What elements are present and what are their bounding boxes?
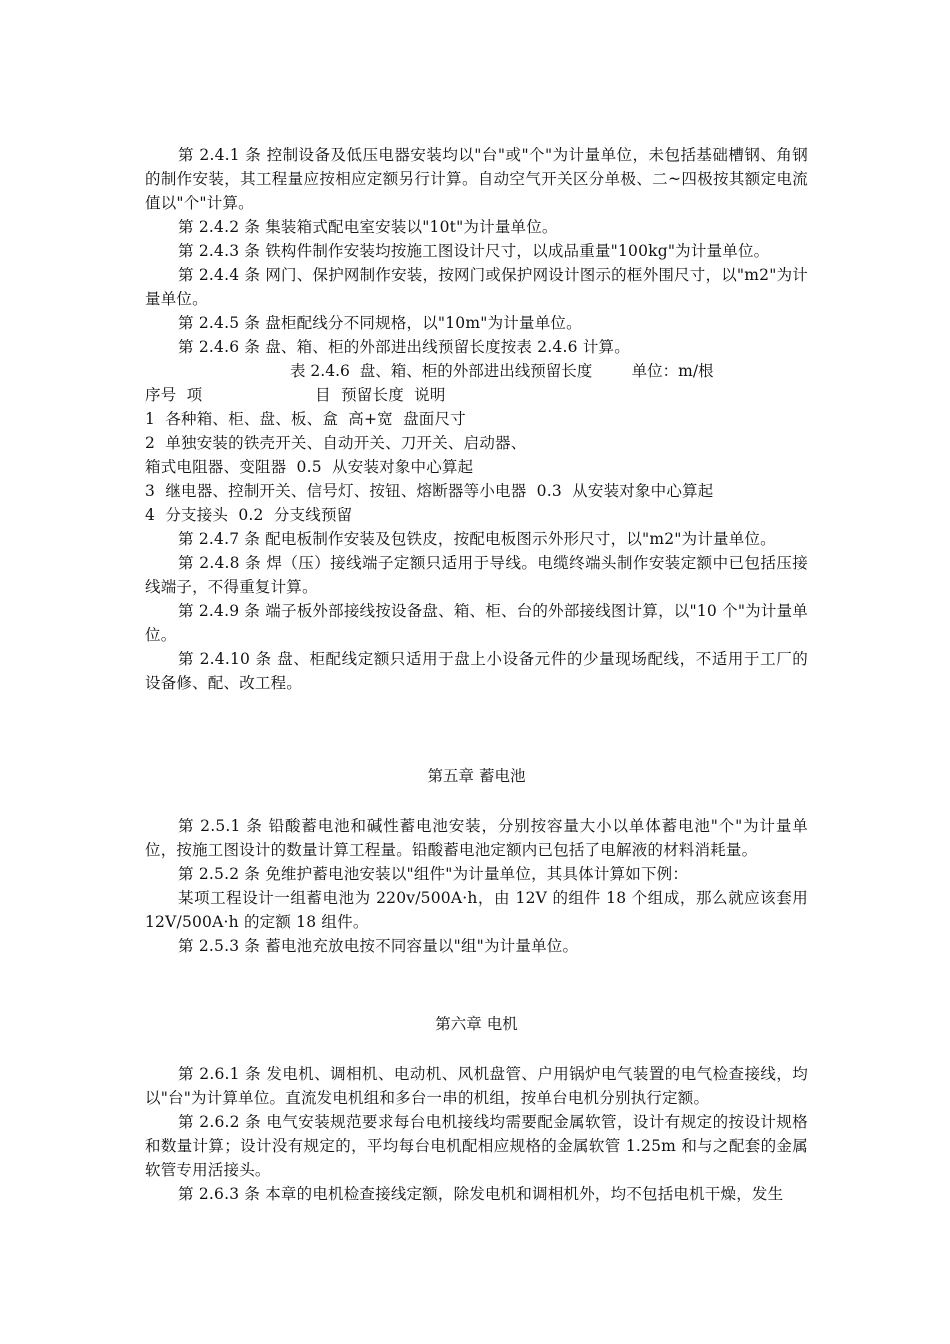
clause-2-4-5: 第 2.4.5 条 盘柜配线分不同规格，以"10m"为计量单位。 — [178, 314, 582, 332]
clause-2-4-1: 第 2.4.1 条 控制设备及低压电器安装均以"台"或"个"为计量单位，未包括基础槽钢、角钢的制作安装，其工程量应按相应定额另行计算。自动空气开关区分单极、二~四极按其额定电流值以"个"计算。 — [145, 146, 808, 212]
table-row: 2 单独安装的铁壳开关、自动开关、刀开关、启动器、 — [145, 434, 527, 452]
clause-2-4-7: 第 2.4.7 条 配电板制作安装及包铁皮，按配电板图示外形尺寸，以"m2"为计量单位。 — [178, 530, 776, 548]
clause-2-4-2: 第 2.4.2 条 集装箱式配电室安装以"10t"为计量单位。 — [178, 218, 558, 236]
clause-2-5-3: 第 2.5.3 条 蓄电池充放电按不同容量以"组"为计量单位。 — [178, 937, 579, 955]
clause-2-6-2: 第 2.6.2 条 电气安装规范要求每台电机接线均需要配金属软管，设计有规定的按设计规格和数量计算；设计没有规定的，平均每台电机配相应规格的金属软管 1.25m 和与之配套的金属软管专用活接头。 — [145, 1113, 808, 1179]
table-caption: 表 2.4.6 盘、箱、柜的外部进出线预留长度 单位：m/根 — [290, 362, 714, 380]
clause-2-4-8: 第 2.4.8 条 焊（压）接线端子定额只适用于导线。电缆终端头制作安装定额中已包括压接线端子，不得重复计算。 — [145, 554, 808, 596]
table-row: 箱式电阻器、变阻器 0.5 从安装对象中心算起 — [145, 458, 474, 476]
clause-2-4-4: 第 2.4.4 条 网门、保护网制作安装，按网门或保护网设计图示的框外围尺寸，以"m2"为计量单位。 — [145, 266, 808, 308]
clause-2-6-1: 第 2.6.1 条 发电机、调相机、电动机、风机盘管、户用锅炉电气装置的电气检查接线，均以"台"为计算单位。直流发电机组和多台一串的机组，按单台电机分别执行定额。 — [145, 1065, 808, 1107]
table-row: 3 继电器、控制开关、信号灯、按钮、熔断器等小电器 0.3 从安装对象中心算起 — [145, 482, 714, 500]
chapter-5-block — [145, 814, 808, 958]
chapter-6-title: 第六章 电机 — [435, 1015, 518, 1033]
table-row: 4 分支接头 0.2 分支线预留 — [145, 506, 353, 524]
clause-2-5-2: 第 2.5.2 条 免维护蓄电池安装以"组件"为计量单位，其具体计算如下例： — [178, 865, 689, 883]
chapter-6-block — [145, 1062, 808, 1206]
clause-2-4-6: 第 2.4.6 条 盘、箱、柜的外部进出线预留长度按表 2.4.6 计算。 — [178, 338, 630, 356]
clause-2-5-1: 第 2.5.1 条 铅酸蓄电池和碱性蓄电池安装，分别按容量大小以单体蓄电池"个"为计量单位，按施工图设计的数量计算工程量。铅酸蓄电池定额内已包括了电解液的材料消耗量。 — [145, 817, 808, 859]
clause-2-6-3: 第 2.6.3 条 本章的电机检查接线定额，除发电机和调相机外，均不包括电机干燥，发生 — [178, 1185, 784, 1203]
chapter-5-title: 第五章 蓄电池 — [427, 767, 526, 785]
example-paragraph: 某项工程设计一组蓄电池为 220v/500A·h，由 12V 的组件 18 个组成，那么就应该套用 12V/500A·h 的定额 18 组件。 — [145, 889, 808, 931]
table-header: 序号 项 目 预留长度 说明 — [145, 386, 446, 404]
section-2-4-block — [145, 143, 808, 695]
table-row: 1 各种箱、柜、盘、板、盒 高+宽 盘面尺寸 — [145, 410, 466, 428]
clause-2-4-10: 第 2.4.10 条 盘、柜配线定额只适用于盘上小设备元件的少量现场配线，不适用于工厂的设备修、配、改工程。 — [145, 650, 808, 692]
clause-2-4-3: 第 2.4.3 条 铁构件制作安装均按施工图设计尺寸，以成品重量"100kg"为计量单位。 — [178, 242, 770, 260]
clause-2-4-9: 第 2.4.9 条 端子板外部接线按设备盘、箱、柜、台的外部接线图计算，以"10 个"为计量单位。 — [145, 602, 808, 644]
